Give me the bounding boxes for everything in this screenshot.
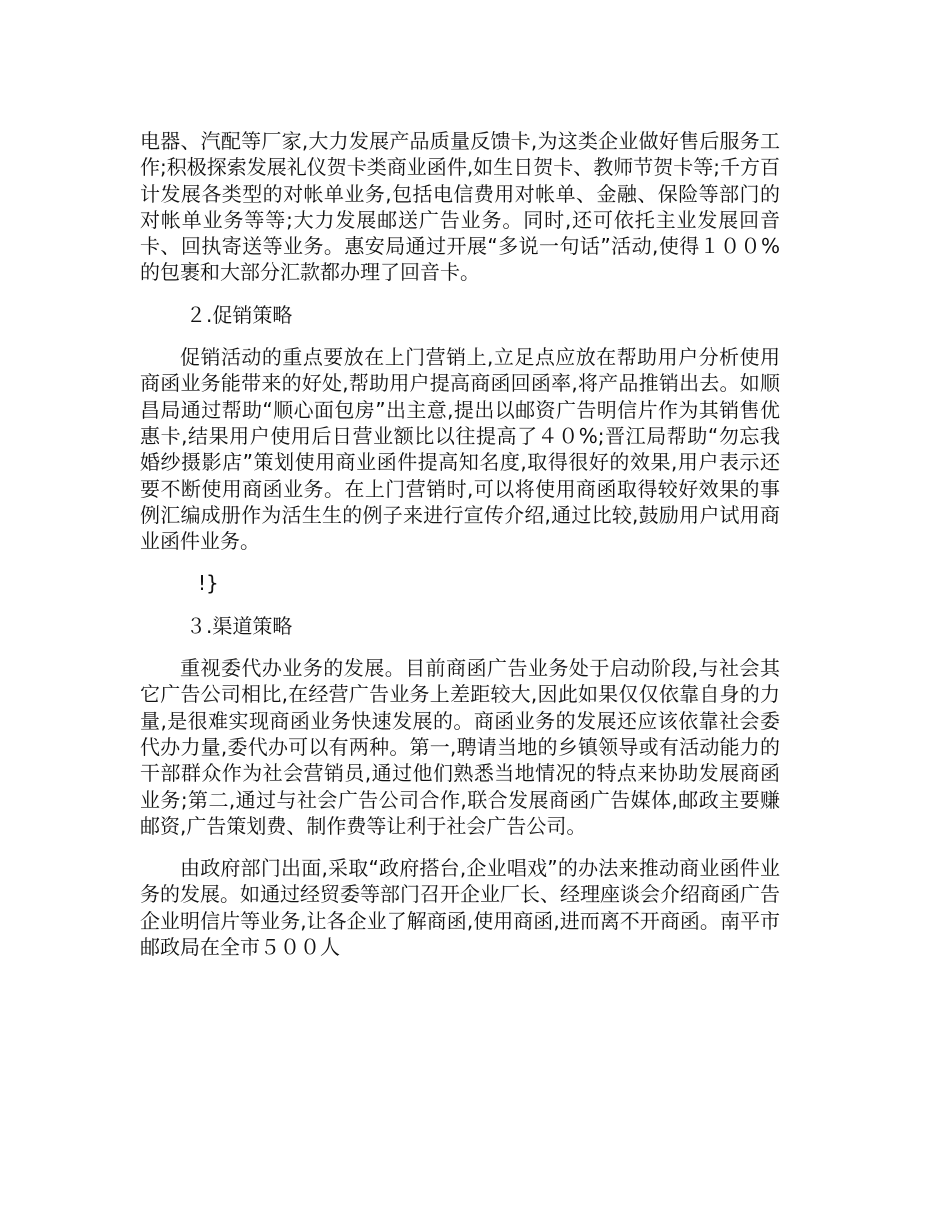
paragraph-government-support: 由政府部门出面,采取“政府搭台,企业唱戏”的办法来推动商业函件业务的发展。如通过经贸委等部门召开企业厂长、经理座谈会介绍商函广告企业明信片等业务,让各企业了解商函,使用商函,进而离不开商函。南平市邮政局在全市５００人: [140, 856, 780, 960]
paragraph-feedback-cards: 电器、汽配等厂家,大力发展产品质量反馈卡,为这类企业做好售后服务工作;积极探索发展礼仪贺卡类商业函件,如生日贺卡、教师节贺卡等;千方百计发展各类型的对帐单业务,包括电信费用对帐单、金融、保险等部门的对帐单业务等等;大力发展邮送广告业务。同时,还可依托主业发展回音卡、回执寄送等业务。惠安局通过开展“多说一句话”活动,使得１００%的包裹和大部分汇款都办理了回音卡。: [140, 129, 780, 285]
paragraph-promotion-strategy: 促销活动的重点要放在上门营销上,立足点应放在帮助用户分析使用商函业务能带来的好处,帮助用户提高商函回函率,将产品推销出去。如顺昌局通过帮助“顺心面包房”出主意,提出以邮资广告明信片作为其销售优惠卡,结果用户使用后日营业额比以往提高了４０%;晋江局帮助“勿忘我婚纱摄影店”策划使用商业函件提高知名度,取得很好的效果,用户表示还要不断使用商函业务。在上门营销时,可以将使用商函取得较好效果的事例汇编成册作为活生生的例子来进行宣传介绍,通过比较,鼓励用户试用商业函件业务。: [140, 345, 780, 554]
paragraph-agency-development: 重视委代办业务的发展。目前商函广告业务处于启动阶段,与社会其它广告公司相比,在经营广告业务上差距较大,因此如果仅仅依靠自身的力量,是很难实现商函业务快速发展的。商函业务的发展还应该依靠社会委代办力量,委代办可以有两种。第一,聘请当地的乡镇领导或有活动能力的干部群众作为社会营销员,通过他们熟悉当地情况的特点来协助发展商函业务;第二,通过与社会广告公司合作,联合发展商函广告媒体,邮政主要赚邮资,广告策划费、制作费等让利于社会广告公司。: [140, 656, 780, 838]
document-body: [140, 128, 780, 976]
section-heading-promotion: ２.促销策略: [186, 302, 293, 327]
section-heading-channels: ３.渠道策略: [186, 613, 293, 638]
stray-text-fragment: !}: [198, 571, 219, 596]
